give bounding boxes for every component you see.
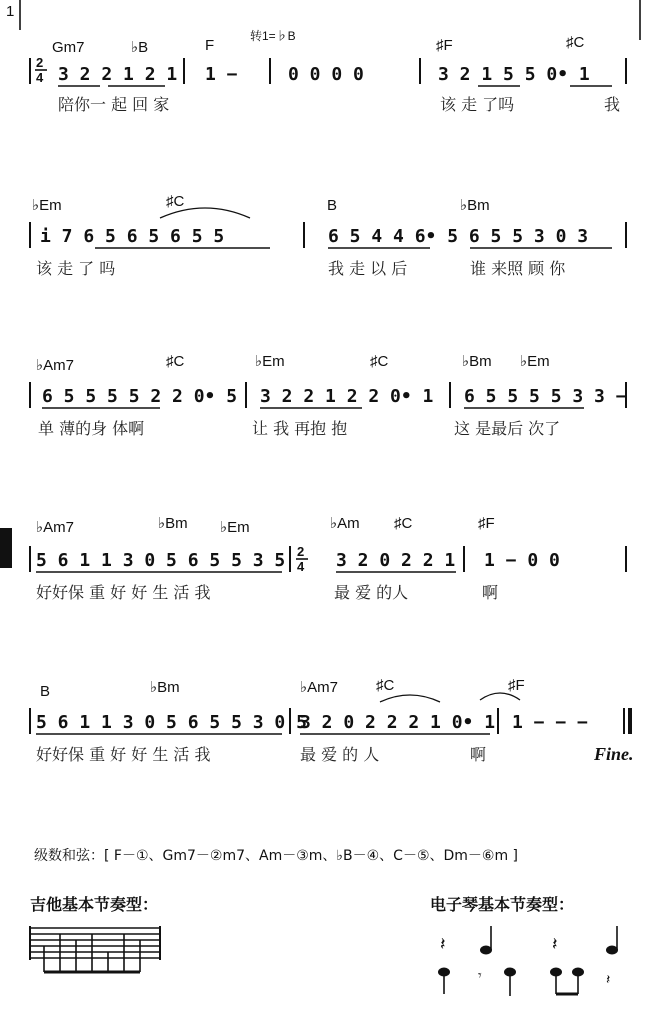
lyrics: 最 爱 的人 xyxy=(334,583,409,602)
chord: ♭Bm xyxy=(462,353,492,370)
notes-measure: 6 5 5 5 5 2 2 0• 5 xyxy=(42,386,238,407)
chord: ♭B xyxy=(131,39,149,56)
chord: ♭Am xyxy=(330,515,360,532)
chord: Gm7 xyxy=(52,39,85,56)
chord: ♭Am7 xyxy=(300,679,338,696)
keyboard-rhythm-label: 电子琴基本节奏型： xyxy=(430,895,575,914)
lyrics: 好好保 重 好 好 生 活 我 xyxy=(36,583,211,602)
eighth-note-icon xyxy=(572,968,584,977)
lyrics: 该 走 了吗 xyxy=(440,95,515,114)
row-3 xyxy=(30,353,627,438)
fine-marking: Fine. xyxy=(594,744,634,764)
chord: ♭Bm xyxy=(158,515,188,532)
chord: B xyxy=(327,197,338,214)
notes-measure: 3 2 2 1 2 1 xyxy=(58,64,178,85)
chord: ♯C xyxy=(566,34,585,51)
time-signature-bottom: 4 xyxy=(36,70,44,85)
chord: ♭Em xyxy=(220,519,250,536)
slur xyxy=(480,693,520,700)
notes-measure: 6 5 4 4 6• 5 6 5 5 3 0 3 xyxy=(328,226,589,247)
page-number: 1 xyxy=(6,3,15,20)
chord: ♯C xyxy=(376,677,395,694)
chord: F xyxy=(205,37,215,54)
row-2 xyxy=(30,193,626,278)
lyrics: 这 是最后 次了 xyxy=(454,419,561,438)
eighth-rest-icon: 𝄾 xyxy=(478,968,482,984)
notes-measure: 3 2 1 5 5 0• 1 xyxy=(438,64,590,85)
note-icon xyxy=(504,968,516,977)
chord: ♭Bm xyxy=(150,679,180,696)
eighth-note-icon xyxy=(550,968,562,977)
notes-measure: 1 − xyxy=(205,64,238,85)
degree-chords: 级数和弦：[ F－①、Gm7－②m7、Am－③m、♭B－④、C－⑤、Dm－⑥m ] xyxy=(34,848,519,864)
guitar-rhythm-label: 吉他基本节奏型： xyxy=(30,895,159,914)
chord: ♯C xyxy=(394,515,413,532)
row-4 xyxy=(30,515,626,602)
notes-measure: 3 2 2 1 2 2 0• 1 xyxy=(260,386,434,407)
key-change-label: 转1=♭B xyxy=(250,29,296,43)
chord: ♯F xyxy=(436,37,453,54)
chord: ♯C xyxy=(166,193,185,210)
notes-measure: 3 2 0 2 2 2 1 0• 1 xyxy=(300,712,496,733)
notes-measure: 6 5 5 5 5 3 3 − xyxy=(464,386,627,407)
rest-icon: 𝄽 xyxy=(552,934,558,955)
notes-measure: 5 6 1 1 3 0 5 6 5 5 3 5 xyxy=(36,550,286,571)
chord: ♭Am7 xyxy=(36,519,74,536)
chord: ♭Em xyxy=(520,353,550,370)
keyboard-rhythm-pattern xyxy=(438,926,618,996)
lyrics: 好好保 重 好 好 生 活 我 xyxy=(36,745,211,764)
edge-tab xyxy=(0,528,12,568)
time-signature-top: 2 xyxy=(297,544,305,559)
lyrics: 啊 xyxy=(470,745,487,764)
notes-measure: 0 0 0 0 xyxy=(288,64,364,85)
lyrics: 单 薄的身 体啊 xyxy=(38,419,145,438)
time-signature-bottom: 4 xyxy=(297,559,305,574)
lyrics: 陪你一 起 回 家 xyxy=(58,95,170,114)
time-signature-top: 2 xyxy=(36,55,44,70)
lyrics: 谁 来照 顾 你 xyxy=(470,259,566,278)
rest-icon: 𝄽 xyxy=(440,934,446,955)
notes-measure: i 7 6 5 6 5 6 5 5 xyxy=(40,226,225,247)
notes-measure: 1 − 0 0 xyxy=(484,550,560,571)
chord: B xyxy=(40,683,51,700)
row-1 xyxy=(30,28,626,114)
chord: ♯C xyxy=(370,353,389,370)
chord: ♭Em xyxy=(32,197,62,214)
slur xyxy=(380,695,440,702)
guitar-tab-pattern xyxy=(30,926,160,972)
notes-measure: 5 6 1 1 3 0 5 6 5 5 3 0 5 xyxy=(36,712,307,733)
lyrics: 该 走 了 吗 xyxy=(36,259,116,278)
notes-measure: 1 − − − xyxy=(512,712,588,733)
chord: ♯F xyxy=(478,515,495,532)
lyrics: 最 爱 的 人 xyxy=(300,745,380,764)
lyrics: 我 走 以 后 xyxy=(328,259,408,278)
lyrics: 我 xyxy=(604,95,621,114)
chord: ♭Bm xyxy=(460,197,490,214)
row-5 xyxy=(30,677,634,764)
chord: ♯C xyxy=(166,353,185,370)
lyrics: 让 我 再抱 抱 xyxy=(252,419,348,438)
lyrics: 啊 xyxy=(482,583,499,602)
chord: ♭Am7 xyxy=(36,357,74,374)
notes-measure: 3 2 0 2 2 1 xyxy=(336,550,456,571)
rest-icon: 𝄽 xyxy=(606,972,611,988)
note-icon xyxy=(438,968,450,977)
chord: ♭Em xyxy=(255,353,285,370)
chord: ♯F xyxy=(508,677,525,694)
